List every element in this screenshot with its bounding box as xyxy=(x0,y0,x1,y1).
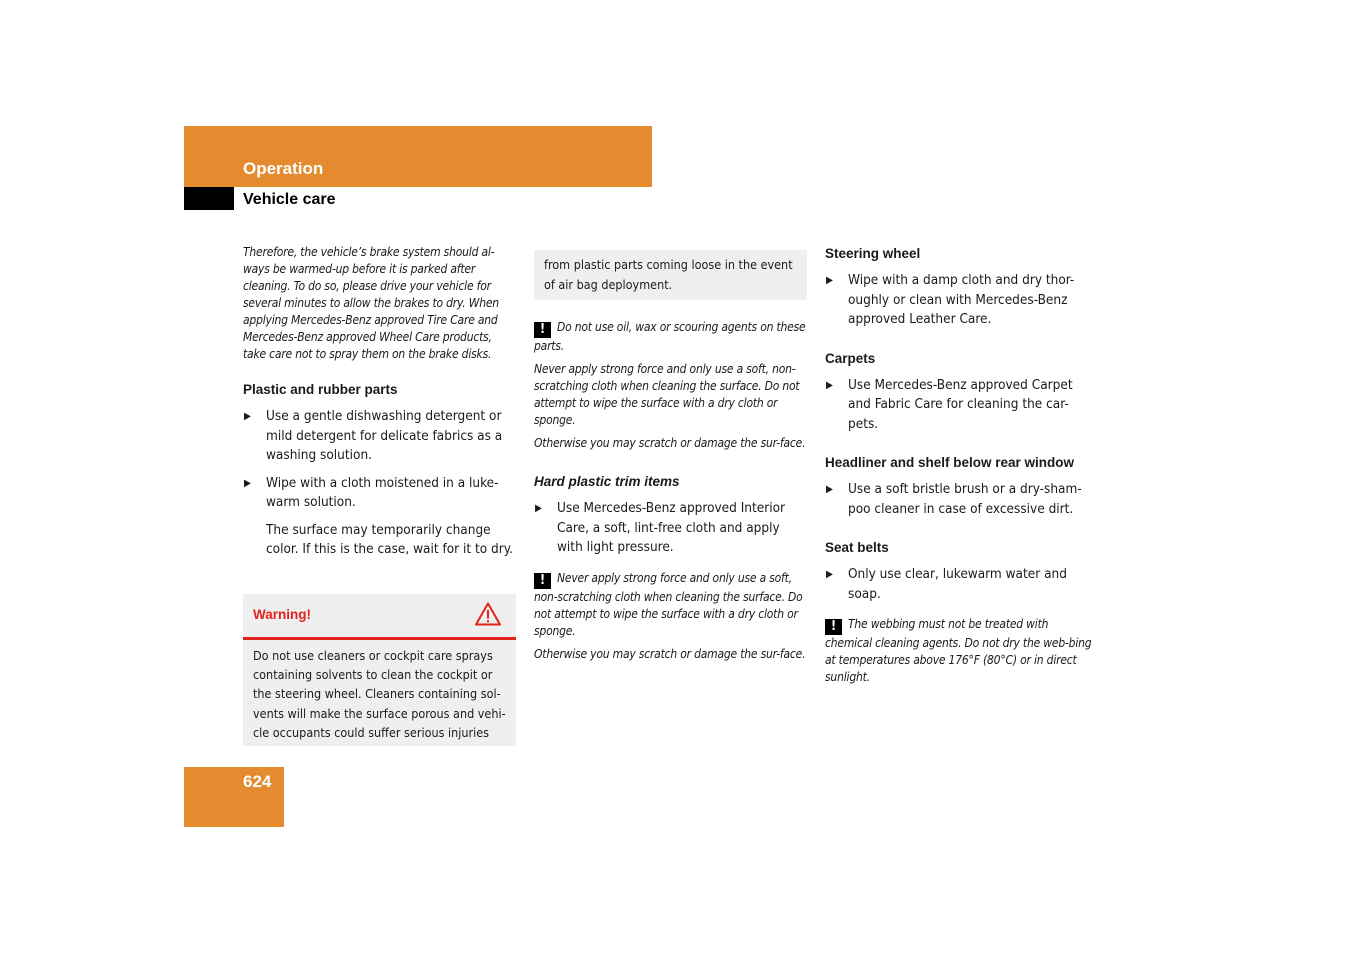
bullet-list xyxy=(825,565,1097,604)
bullet-list xyxy=(534,499,807,558)
column-1 xyxy=(243,244,516,560)
exclamation-icon: ! xyxy=(534,322,551,338)
note-oil-wax: ! Do not use oil, wax or scouring agents on these parts. xyxy=(534,320,806,353)
paragraph-scratch-2: Otherwise you may scratch or damage the sur-face. xyxy=(534,646,806,661)
column-2 xyxy=(534,244,807,663)
followup-paragraph: The surface may temporarily change color. If this is the case, wait for it to dry. xyxy=(266,521,513,557)
paragraph-force: Never apply strong force and only use a soft, non-scratching cloth when cleaning the surface. Do not attempt to wipe the surface with a dry cloth or sponge. xyxy=(534,362,800,427)
exclamation-icon: ! xyxy=(534,573,551,589)
page-number: 624 xyxy=(243,772,272,791)
triangle-bullet-icon: ▶ xyxy=(826,275,833,286)
warning-header xyxy=(243,594,516,640)
heading-steering-wheel: Steering wheel xyxy=(825,246,921,261)
bullet-list xyxy=(825,271,1097,330)
list-item: ▶ Wipe with a damp cloth and dry thor-oughly or clean with Mercedes-Benz approved Leather Care. xyxy=(826,272,1075,327)
paragraph-scratch: Otherwise you may scratch or damage the sur-face. xyxy=(534,436,806,450)
list-item: ▶ Use Mercedes-Benz approved Interior Care, a soft, lint-free cloth and apply with light pressure. xyxy=(535,500,786,555)
heading-hard-plastic: Hard plastic trim items xyxy=(534,474,680,489)
column-3 xyxy=(825,244,1097,686)
list-item: ▶ Use a soft bristle brush or a dry-sham-poo cleaner in case of excessive dirt. xyxy=(826,481,1082,517)
list-item: ▶ Wipe with a cloth moistened in a luke-warm solution. xyxy=(244,474,499,510)
heading-plastic-rubber: Plastic and rubber parts xyxy=(243,382,398,397)
list-item: ▶ Only use clear, lukewarm water and soap. xyxy=(826,566,1067,602)
triangle-bullet-icon: ▶ xyxy=(244,477,251,489)
triangle-bullet-icon: ▶ xyxy=(535,503,542,514)
subsection-title: Vehicle care xyxy=(243,191,336,208)
intro-paragraph: Therefore, the vehicle’s brake system should al-ways be warmed-up before it is parked after cleaning. To do so, please drive your vehicle for several minutes to allow the brakes to dry. When applying Mercedes-Benz approved Tire Care and Mercedes-Benz approved Wheel Care products, take care not to spray them on the brake disks. xyxy=(243,245,499,361)
note-force: ! Never apply strong force and only use a soft, non-scratching cloth when cleaning the surface. Do not attempt to wipe the surface with a dry cloth or sponge. xyxy=(534,570,803,638)
triangle-bullet-icon: ▶ xyxy=(826,569,833,580)
triangle-bullet-icon: ▶ xyxy=(826,484,833,495)
triangle-bullet-icon: ▶ xyxy=(244,411,251,422)
heading-seat-belts: Seat belts xyxy=(825,540,889,555)
warning-text: Do not use cleaners or cockpit care sprays containing solvents to clean the cockpit or the steering wheel. Cleaners containing sol-vents will make the surface porous and vehi-cle occupants could suffer serious injuries xyxy=(253,648,506,740)
warning-triangle-icon xyxy=(475,602,501,626)
list-item: ▶ Use Mercedes-Benz approved Carpet and Fabric Care for cleaning the car-pets. xyxy=(826,376,1073,432)
section-title: Operation xyxy=(243,159,324,178)
heading-headliner: Headliner and shelf below rear window xyxy=(825,455,1075,470)
warning-box xyxy=(243,594,516,746)
bullet-list xyxy=(825,480,1097,519)
bullet-list xyxy=(825,376,1097,435)
bullet-list xyxy=(243,407,516,513)
warning-label: Warning! xyxy=(253,607,311,622)
exclamation-icon: ! xyxy=(825,619,842,635)
list-item: ▶ Use a gentle dishwashing detergent or mild detergent for delicate fabrics as a washing solution. xyxy=(244,408,503,463)
note-webbing: ! The webbing must not be treated with chemical cleaning agents. Do not dry the web-bing at temperatures above 176°F (80°C) or in direct sunlight. xyxy=(825,617,1092,684)
triangle-bullet-icon: ▶ xyxy=(826,379,833,391)
header-black-tab xyxy=(184,187,234,210)
warning-continuation: from plastic parts coming loose in the event of air bag deployment. xyxy=(534,250,807,300)
heading-carpets: Carpets xyxy=(825,350,876,366)
